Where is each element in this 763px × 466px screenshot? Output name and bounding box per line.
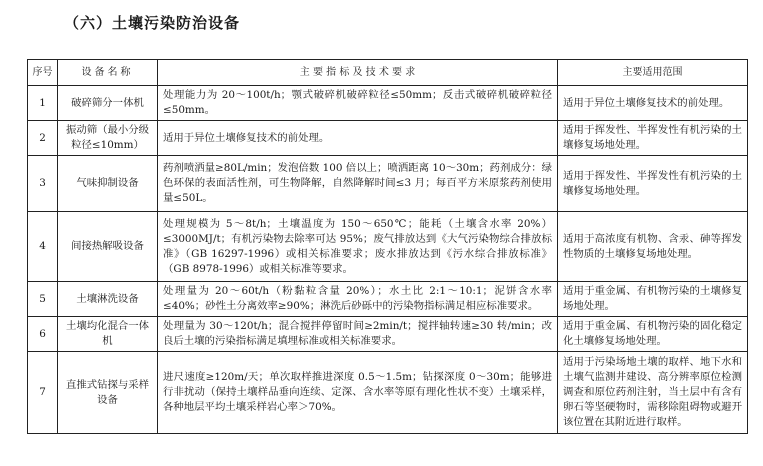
equipment-name: 破碎筛分一体机 [58,86,158,121]
table-row [28,156,748,212]
equipment-name: 气味抑制设备 [58,156,158,212]
application-scope: 适用于污染场地土壤的取样、地下水和土壤气监测井建设、高分辨率原位检测调查和原位药剂注射，当土层中有含有卵石等坚硬物时，需移除阻碍物或避开该位置在其附近进行取样。 [558,352,748,434]
application-scope: 适用于重金属、有机物污染的土壤修复场地处理。 [558,282,748,317]
row-number: 1 [28,86,58,121]
equipment-name: 土壤均化混合一体机 [58,317,158,352]
equipment-spec: 适用于异位土壤修复技术的前处理。 [158,121,558,156]
row-number: 6 [28,317,58,352]
row-number: 2 [28,121,58,156]
header-scope: 主要适用范围 [558,60,748,86]
equipment-spec: 处理量为 20～60t/h（粉黏粒含量 20%）；水土比 2:1～10:1；泥饼含水率≤40%；砂性土分离效率≥90%；淋洗后砂砾中的污染物指标满足相应标准要求。 [158,282,558,317]
table-row [28,317,748,352]
equipment-table [27,59,748,434]
application-scope: 适用于挥发性、半挥发性有机污染的土壤修复场地处理。 [558,156,748,212]
application-scope: 适用于挥发性、半挥发性有机污染的土壤修复场地处理。 [558,121,748,156]
equipment-spec: 处理能力为 20～100t/h；颚式破碎机破碎粒径≤50mm；反击式破碎机破碎粒径≤50mm。 [158,86,558,121]
row-number: 4 [28,212,58,282]
table-row [28,352,748,434]
table-row [28,121,748,156]
equipment-spec: 处理规模为 5～8t/h；土壤温度为 150～650℃；能耗（土壤含水率 20%）≤3000MJ/t；有机污染物去除率可达 95%；废气排放达到《大气污染物综合排放标准》（GB 16297-1996）或相关标准要求；废水排放达到《污水综合排放标准》（GB 8978-1996）或相关标准等要求。 [158,212,558,282]
application-scope: 适用于重金属、有机物污染的固化稳定化土壤修复场地处理。 [558,317,748,352]
application-scope: 适用于高浓度有机物、含汞、砷等挥发性物质的土壤修复场地处理。 [558,212,748,282]
table-row [28,212,748,282]
equipment-name: 间接热解吸设备 [58,212,158,282]
row-number: 3 [28,156,58,212]
equipment-name: 直推式钻探与采样设备 [58,352,158,434]
equipment-spec: 药剂喷洒量≥80L/min；发泡倍数 100 倍以上；喷洒距离 10～30m；药剂成分：绿色环保的表面活性剂，可生物降解，自然降解时间≤3 月；每百平方米原浆药剂使用量≤50L。 [158,156,558,212]
equipment-name: 土壤淋洗设备 [58,282,158,317]
table-header-row [28,60,748,86]
row-number: 5 [28,282,58,317]
application-scope: 适用于异位土壤修复技术的前处理。 [558,86,748,121]
header-equipment-name: 设备名称 [58,60,158,86]
table-row [28,282,748,317]
equipment-name: 振动筛（最小分级粒径≤10mm） [58,121,158,156]
row-number: 7 [28,352,58,434]
equipment-spec: 处理量为 30～120t/h；混合搅拌停留时间≥2min/t；搅拌轴转速≥30 转/min；改良后土壤的污染指标满足填埋标准或相关标准要求。 [158,317,558,352]
equipment-spec: 进尺速度≥120m/天；单次取样推进深度 0.5～1.5m；钻探深度 0～30m；能够进行非扰动（保持土壤样品垂向连续、定深、含水率等原有理化性状不变）土壤采样，各种地层平均土壤采样岩心率＞70%。 [158,352,558,434]
table-row [28,86,748,121]
section-heading: （六）土壤污染防治设备 [64,14,241,32]
header-specs: 主 要 指 标 及 技 术 要 求 [158,60,558,86]
header-number: 序号 [28,60,58,86]
